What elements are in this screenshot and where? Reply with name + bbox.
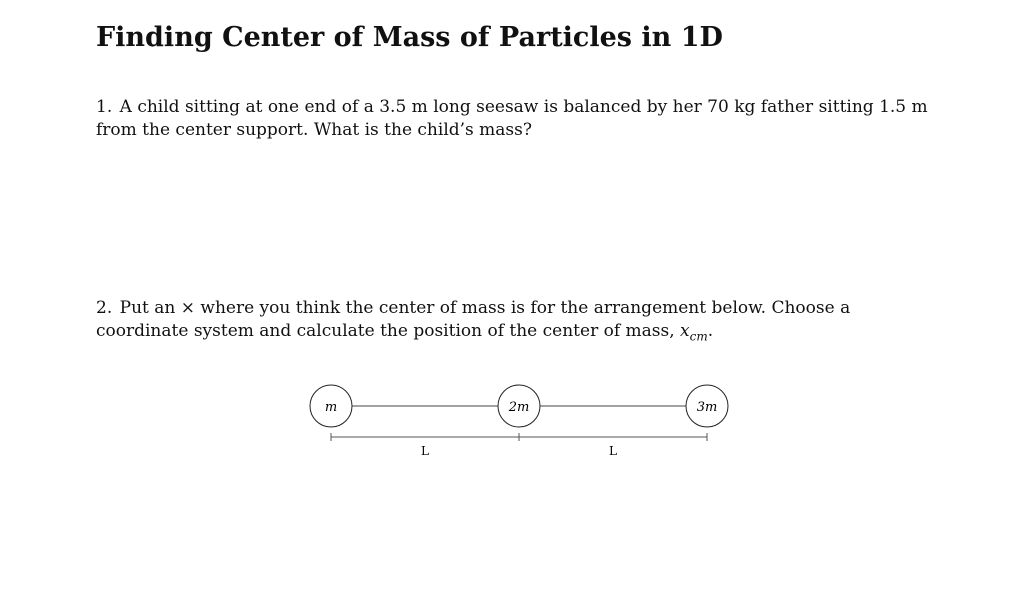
mass-3m-label: 3m — [696, 400, 718, 415]
mass-m — [310, 385, 352, 427]
separation-label-2: L — [609, 444, 617, 458]
center-of-mass-symbol: $x_{cm}$ — [680, 321, 708, 344]
mass-3m — [686, 385, 728, 427]
mass-2m — [498, 385, 540, 427]
question-2-number: 2. — [96, 298, 113, 318]
question-2 — [96, 297, 946, 348]
question-2-text: Put an × where you think the center of mass is for the arrangement below. Choose a coordinate system and calculate the position of the center of mass, — [96, 298, 851, 341]
question-1-text: A child sitting at one end of a 3.5 m long seesaw is balanced by her 70 kg father sitting 1.5 m from the center support. What is the child’s mass? — [96, 97, 928, 140]
page-title: Finding Center of Mass of Particles in 1D — [96, 22, 723, 53]
mass-2m-label: 2m — [508, 400, 530, 415]
separation-label-1: L — [421, 444, 429, 458]
question-1 — [96, 96, 946, 142]
mass-arrangement-diagram — [300, 375, 740, 470]
mass-m-label: m — [324, 400, 338, 415]
question-1-number: 1. — [96, 97, 113, 117]
question-2-period: . — [707, 321, 714, 341]
dimension-line — [331, 433, 707, 441]
